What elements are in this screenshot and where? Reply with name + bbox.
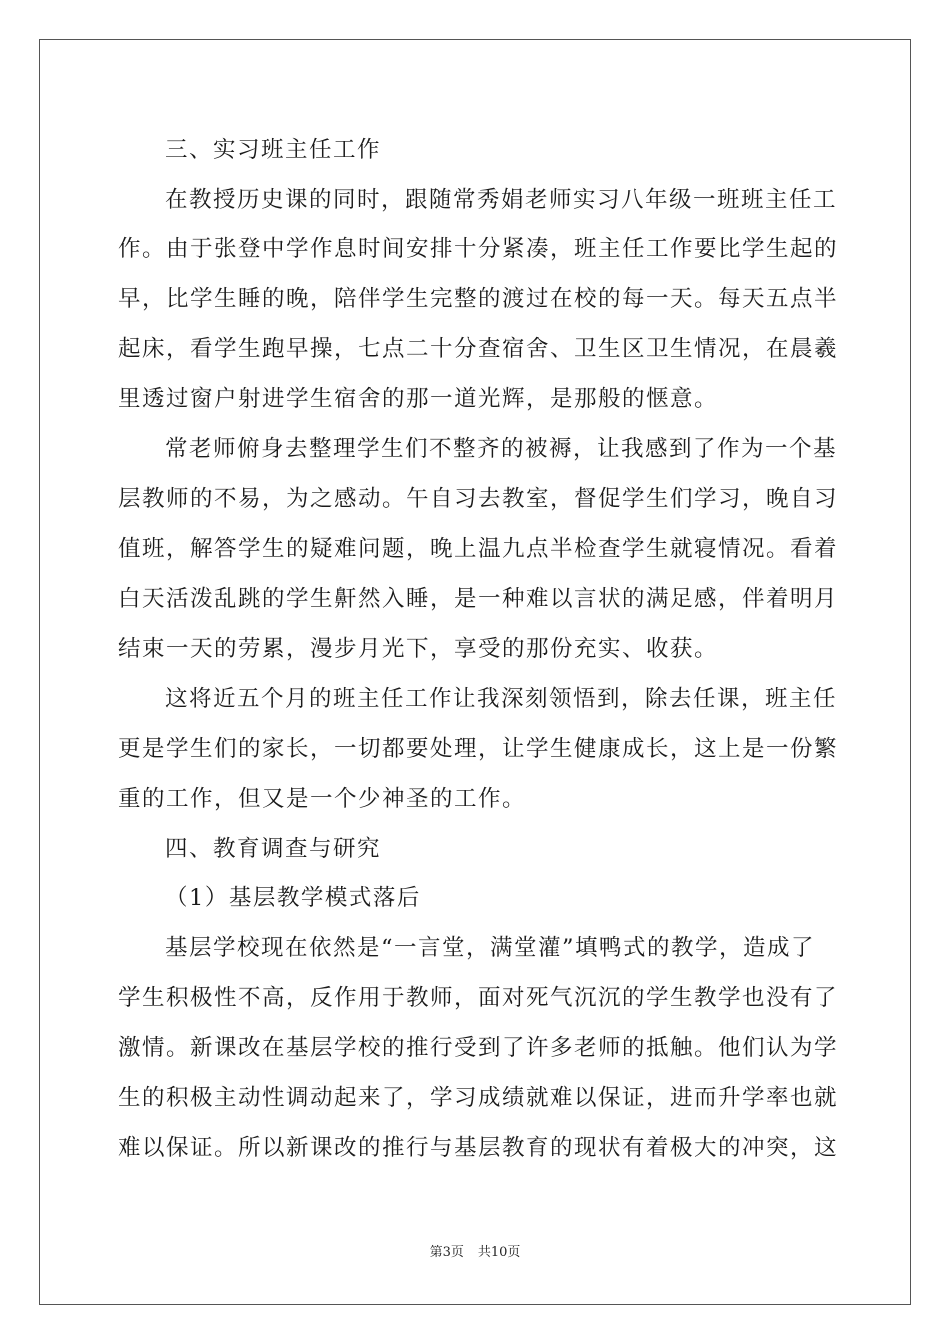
- subsection-heading: （1）基层教学模式落后: [165, 885, 421, 911]
- paragraph-line: 起床，看学生跑早操，七点二十分查宿舍、卫生区卫生情况，在晨羲: [118, 336, 839, 362]
- paragraph-line: 早，比学生睡的晚，陪伴学生完整的渡过在校的每一天。每天五点半: [118, 286, 839, 312]
- paragraph-line: 作。由于张登中学作息时间安排十分紧凑，班主任工作要比学生起的: [118, 236, 839, 262]
- paragraph-line: 值班，解答学生的疑难问题，晚上温九点半检查学生就寝情况。看着: [118, 536, 839, 562]
- paragraph-line: 层教师的不易，为之感动。午自习去教室，督促学生们学习，晚自习: [118, 486, 839, 512]
- paragraph-line: 里透过窗户射进学生宿舍的那一道光辉，是那般的惬意。: [118, 386, 719, 412]
- page-footer: [0, 1245, 950, 1261]
- paragraph-line: 更是学生们的家长，一切都要处理，让学生健康成长，这上是一份繁: [118, 736, 839, 762]
- paragraph-line: 结束一天的劳累，漫步月光下，享受的那份充实、收获。: [118, 636, 719, 662]
- paragraph-line: 白天活泼乱跳的学生鼾然入睡，是一种难以言状的满足感，伴着明月: [118, 586, 839, 612]
- paragraph-line: 学生积极性不高，反作用于教师，面对死气沉沉的学生教学也没有了: [118, 985, 839, 1011]
- page-number: 第3页: [429, 1245, 464, 1260]
- paragraph-line: 难以保证。所以新课改的推行与基层教育的现状有着极大的冲突，这: [118, 1135, 839, 1161]
- paragraph-line: 基层学校现在依然是“一言堂，满堂灌”填鸭式的教学，造成了: [165, 935, 816, 961]
- paragraph-line: 在教授历史课的同时，跟随常秀娟老师实习八年级一班班主任工: [165, 187, 838, 213]
- section-heading-3: 三、实习班主任工作: [165, 137, 382, 163]
- page-border: [39, 39, 911, 1305]
- page-total: 共10页: [477, 1245, 521, 1260]
- section-heading-4: 四、教育调查与研究: [165, 836, 382, 862]
- paragraph-line: 重的工作，但又是一个少神圣的工作。: [118, 786, 527, 812]
- paragraph-line: 激情。新课改在基层学校的推行受到了许多老师的抵触。他们认为学: [118, 1035, 839, 1061]
- paragraph-line: 生的积极主动性调动起来了，学习成绩就难以保证，进而升学率也就: [118, 1085, 839, 1111]
- paragraph-line: 这将近五个月的班主任工作让我深刻领悟到，除去任课，班主任: [165, 686, 838, 712]
- paragraph-line: 常老师俯身去整理学生们不整齐的被褥，让我感到了作为一个基: [165, 436, 838, 462]
